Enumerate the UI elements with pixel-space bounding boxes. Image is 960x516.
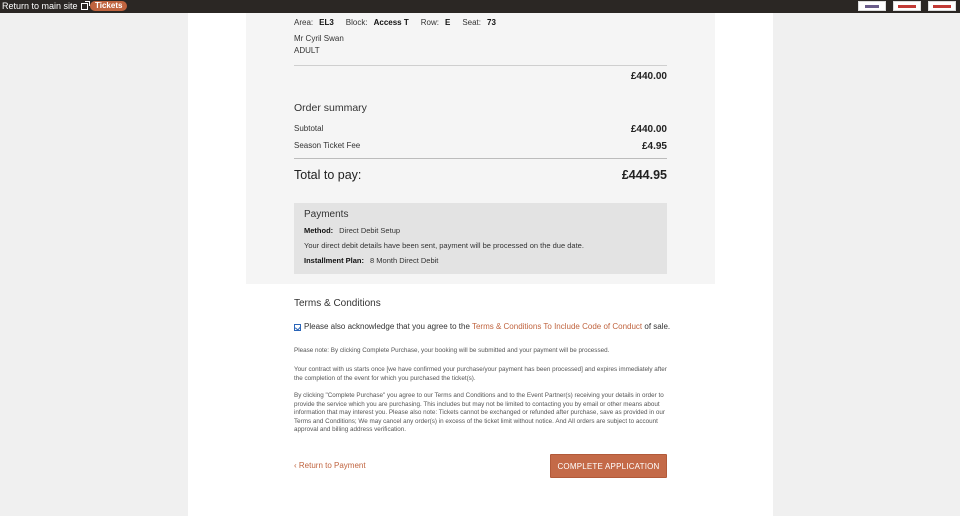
area-label: Area:	[294, 18, 314, 27]
complete-application-button[interactable]: COMPLETE APPLICATION	[550, 454, 667, 478]
ticket-holder-name: Mr Cyril Swan	[294, 34, 344, 43]
return-to-payment-link[interactable]: ‹ Return to Payment	[294, 461, 366, 470]
ack-prefix: Please also acknowledge that you agree to the	[304, 322, 472, 331]
subtotal-value: £440.00	[630, 124, 667, 135]
tickets-tab[interactable]: Tickets	[90, 1, 127, 11]
terms-heading: Terms & Conditions	[294, 298, 381, 309]
ticket-seat-details	[294, 18, 502, 27]
terms-checkbox[interactable]	[294, 324, 301, 331]
terms-link[interactable]: Terms & Conditions To Include Code of Conduct	[471, 322, 643, 331]
area-value: EL3	[319, 18, 334, 27]
row-label: Row:	[420, 18, 439, 27]
terms-paragraph-1: Please note: By clicking Complete Purchase, your booking will be submitted and your payment will be processed.	[294, 347, 610, 354]
terms-paragraph-2: Your contract with us starts once [we have confirmed your purchase/your payment has been processed] and expires immediately after the completion of the event for which you purchased the ticket(s).	[294, 366, 667, 382]
top-bar	[0, 0, 960, 13]
row-value: E	[444, 18, 451, 27]
method-value: Direct Debit Setup	[339, 226, 401, 235]
plan-label: Installment Plan:	[304, 256, 365, 265]
season-ticket-fee-label: Season Ticket Fee	[294, 141, 361, 150]
seat-value: 73	[487, 18, 496, 27]
seat-label: Seat:	[462, 18, 481, 27]
plan-value: 8 Month Direct Debit	[370, 256, 439, 265]
sponsor-logo-3[interactable]	[928, 1, 956, 11]
block-label: Block:	[345, 18, 368, 27]
block-value: Access T	[373, 18, 409, 27]
payment-method-row	[304, 226, 657, 235]
ticket-price: £440.00	[630, 71, 667, 82]
return-label: Return to main site	[2, 1, 78, 11]
divider	[294, 158, 667, 159]
payment-note: Your direct debit details have been sent, payment will be processed on the due date.	[304, 241, 584, 250]
total-label: Total to pay:	[294, 168, 362, 182]
terms-acknowledgement	[304, 322, 670, 331]
terms-paragraph-3: By clicking "Complete Purchase" you agree to our Terms and Conditions and to the Event Partner(s) receiving your details in order to provide the service which you are purchasing. This includes but may not be limited to contacting you by email or other means about information that may interest you. Please also note: Tickets cannot be exchanged or refunded after purchase, save as provided in our Terms and Conditions; We may cancel any order(s) in excess of the ticket limit without notice. And All orders are subject to account approval and billing address verification.	[294, 392, 666, 433]
method-label: Method:	[304, 226, 334, 235]
installment-plan-row	[304, 256, 657, 265]
payments-title: Payments	[304, 209, 349, 220]
external-link-icon	[81, 3, 88, 10]
subtotal-label: Subtotal	[294, 124, 324, 133]
return-to-main-site-link[interactable]	[2, 1, 88, 12]
total-value: £444.95	[621, 168, 667, 182]
sponsor-logo-2[interactable]	[893, 1, 921, 11]
ticket-holder-type: ADULT	[294, 46, 320, 55]
divider	[294, 65, 667, 66]
sponsor-logos	[858, 1, 956, 11]
ack-suffix: of sale.	[642, 322, 671, 331]
payments-box	[294, 203, 667, 274]
order-summary-heading: Order summary	[294, 102, 367, 114]
season-ticket-fee-value: £4.95	[641, 141, 667, 152]
sponsor-logo-1[interactable]	[858, 1, 886, 11]
